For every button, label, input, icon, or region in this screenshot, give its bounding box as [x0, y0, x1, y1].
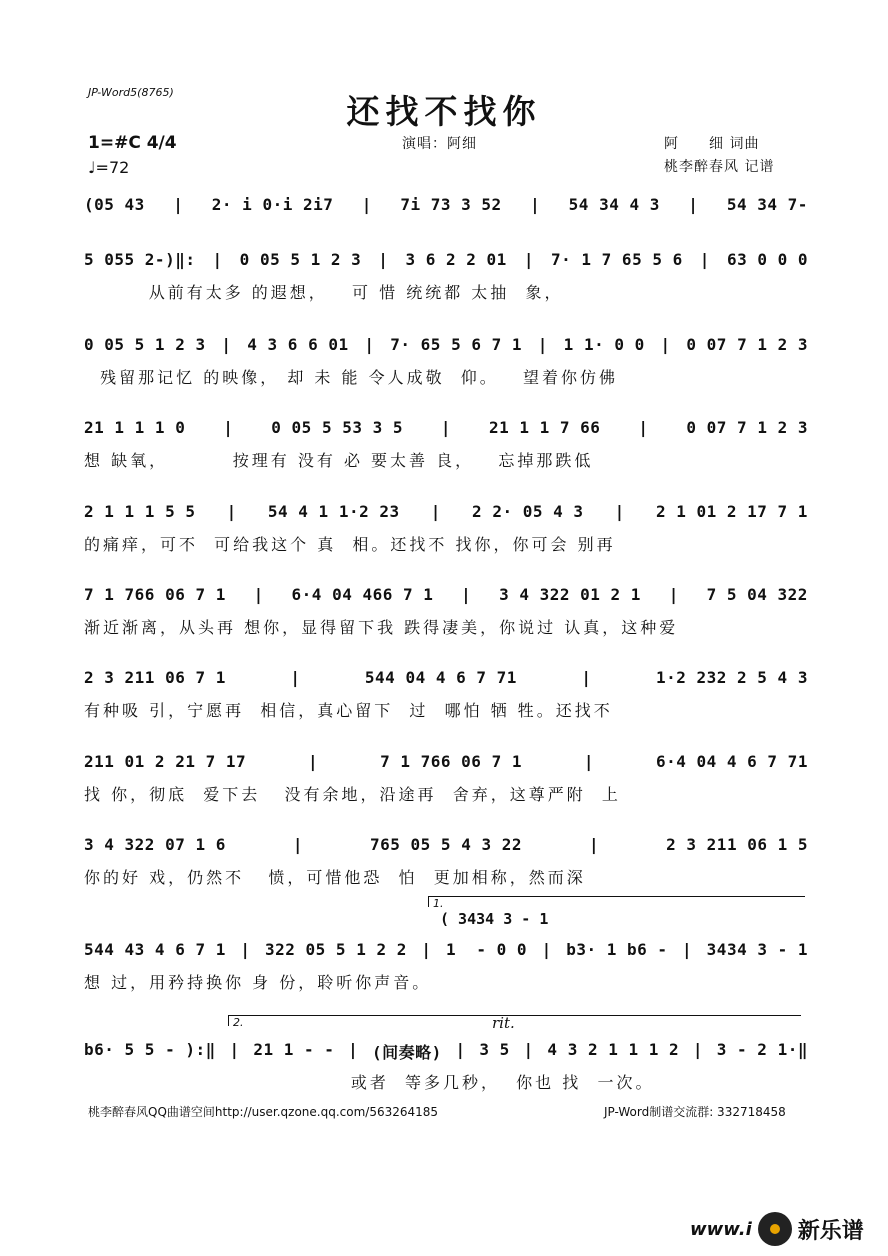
bar-line: |: [692, 1040, 704, 1059]
bar-line: |: [589, 835, 600, 854]
notation-row: [84, 668, 808, 687]
song-title: 还找不找你: [346, 92, 542, 131]
lyric-row: 残留那记忆 的映像， 却 未 能 令人成敬 仰。 望着你仿佛: [84, 368, 619, 387]
measure: 7 1 766 06 7 1: [84, 585, 226, 604]
lyric-row: 想 过，用矜持换你 身 份，聆听你声音。: [84, 973, 432, 992]
measure: (间奏略): [372, 1043, 442, 1062]
measure: 63 0 0 0: [726, 250, 808, 269]
footer-source: 桃李醉春风QQ曲谱空间http://user.qzone.qq.com/563264185: [88, 1105, 439, 1119]
measure: 0 05 5 53 3 5: [271, 418, 404, 437]
measure: 5 055 2-)‖:: [84, 250, 196, 269]
record-disc-icon: [758, 1212, 792, 1246]
bar-line: |: [461, 585, 472, 604]
measure: 3 6 2 2 01: [405, 250, 507, 269]
lyric-row: 有种吸 引，宁愿再 相信，真心留下 过 哪怕 牺 牲。还找不: [84, 701, 613, 720]
bar-line: |: [173, 195, 184, 214]
bar-line: |: [523, 250, 534, 269]
measure: 7· 1 7 65 5 6: [551, 250, 683, 269]
measure: 3 - 2 1·‖: [716, 1040, 808, 1059]
score-line: [84, 250, 808, 320]
bar-line: |: [221, 335, 232, 354]
measure: 765 05 5 4 3 22: [370, 835, 522, 854]
bar-line: |: [229, 1040, 240, 1059]
notation-row: [84, 418, 808, 437]
measure: 2 3 211 06 1 5: [666, 835, 808, 854]
measure: 2· i 0·i 2i7: [211, 195, 334, 214]
measure: 4 3 2 1 1 1 2: [547, 1040, 680, 1059]
tempo-marking: ♩=72: [88, 158, 130, 177]
measure: 3 4 322 01 2 1: [499, 585, 641, 604]
measure: 6·4 04 466 7 1: [291, 585, 434, 604]
lyric-row: 渐近渐离，从头再 想你，显得留下我 跌得凄美，你说过 认真，这种爱: [84, 618, 679, 637]
lyric-row: 的痛痒，可不 可给我这个 真 相。还找不 找你，你可会 别再: [84, 535, 616, 554]
measure: 2 3 211 06 7 1: [84, 668, 226, 687]
measure: 2 1 1 1 5 5: [84, 502, 196, 521]
measure: 1 1· 0 0: [563, 335, 645, 354]
bar-line: |: [660, 335, 671, 354]
lyric-row: 或者 等多几秒， 你也 找 一次。: [84, 1073, 655, 1092]
score-line: [84, 1040, 808, 1110]
measure: 54 4 1 1·2 23: [267, 502, 400, 521]
bar-line: |: [614, 502, 625, 521]
bar-line: |: [440, 418, 452, 437]
notation-row: [84, 1040, 808, 1063]
score-line: [84, 940, 808, 1010]
measure: 1·2 232 2 5 4 3: [655, 668, 808, 687]
measure: 544 43 4 6 7 1: [84, 940, 226, 959]
lyric-row: 找 你，彻底 爱下去 没有余地，沿途再 舍弃，这尊严附 上: [84, 785, 621, 804]
measure: 3 5: [479, 1040, 510, 1059]
bar-line: |: [364, 335, 375, 354]
notation-row: [84, 835, 808, 854]
bar-line: |: [253, 585, 264, 604]
bar-line: |: [290, 668, 301, 687]
measure: 2 1 01 2 17 7 1: [655, 502, 808, 521]
score-line: [84, 835, 808, 905]
notation-row: [84, 335, 808, 354]
measure: 3 4 322 07 1 6: [84, 835, 226, 854]
volta-1-label: 1.: [433, 897, 444, 910]
bar-line: |: [688, 195, 699, 214]
notation-row: [84, 195, 808, 214]
measure: 211 01 2 21 7 17: [84, 752, 247, 771]
bar-line: |: [541, 940, 552, 959]
measure: 54 34 4 3: [568, 195, 660, 214]
bar-line: |: [537, 335, 548, 354]
bar-line: |: [348, 1040, 359, 1059]
volta-1-bracket: [428, 896, 805, 910]
footer-group: JP-Word制谱交流群: 332718458: [604, 1105, 786, 1119]
volta-2-label: 2.: [233, 1016, 244, 1029]
singer-credit: 演唱：阿细: [402, 136, 477, 152]
notation-row: [84, 502, 808, 521]
bar-line: |: [212, 250, 223, 269]
score-line: [84, 335, 808, 405]
bar-line: |: [699, 250, 710, 269]
measure: 3434 3 - 1: [706, 940, 808, 959]
logo-name: 新乐谱: [797, 1218, 864, 1244]
measure: 21 1 1 1 0: [84, 418, 186, 437]
notation-row: [84, 752, 808, 771]
volta-1-notes: ( 3434 3 - 1: [440, 910, 549, 928]
measure: 4 3 6 6 01: [247, 335, 349, 354]
notation-row: [84, 250, 808, 269]
composer-credit: 阿 细 词曲: [664, 136, 760, 152]
logo-url: www.i: [690, 1218, 752, 1240]
measure: 0 07 7 1 2 3: [686, 418, 808, 437]
measure: (05 43: [84, 195, 145, 214]
measure: 54 34 7-: [726, 195, 808, 214]
bar-line: |: [226, 502, 237, 521]
bar-line: |: [292, 835, 303, 854]
bar-line: |: [581, 668, 592, 687]
bar-line: |: [583, 752, 595, 771]
lyric-row: 想 缺氧， 按理有 没有 必 要太善 良， 忘掉那跌低: [84, 451, 594, 470]
measure: 544 04 4 6 7 71: [364, 668, 517, 687]
bar-line: |: [530, 195, 541, 214]
measure: 7 5 04 322: [706, 585, 808, 604]
measure: b3· 1 b6 -: [566, 940, 668, 959]
measure: 7 1 766 06 7 1: [380, 752, 522, 771]
measure: b6· 5 5 - ):‖: [84, 1040, 216, 1059]
measure: 0 05 5 1 2 3: [239, 250, 362, 269]
bar-line: |: [430, 502, 441, 521]
bar-line: |: [223, 418, 234, 437]
score-line: [84, 752, 808, 822]
bar-line: |: [421, 940, 432, 959]
bar-line: |: [361, 195, 372, 214]
measure: 6·4 04 4 6 7 71: [655, 752, 808, 771]
bar-line: |: [378, 250, 389, 269]
measure: 0 07 7 1 2 3: [686, 335, 808, 354]
notation-row: [84, 585, 808, 604]
bar-line: |: [682, 940, 693, 959]
notation-row: [84, 940, 808, 959]
key-signature: 1=#C 4/4: [88, 133, 177, 153]
score-line: [84, 418, 808, 488]
measure: 21 1 1 7 66: [488, 418, 601, 437]
lyric-row: 从前有太多 的遐想， 可 惜 统统都 太抽 象，: [84, 283, 564, 302]
score-line: [84, 585, 808, 655]
measure: 7· 65 5 6 7 1: [390, 335, 522, 354]
bar-line: |: [523, 1040, 534, 1059]
software-version: JP-Word5(8765): [88, 86, 174, 99]
transcriber-credit: 桃李醉春风 记谱: [664, 159, 775, 175]
bar-line: |: [638, 418, 649, 437]
measure: 2 2· 05 4 3: [472, 502, 584, 521]
lyric-row: 你的好 戏，仍然不 愤，可惜他恐 怕 更加相称，然而深: [84, 868, 586, 887]
score-line: [84, 668, 808, 738]
measure: 21 1 - -: [253, 1040, 335, 1059]
measure: 7i 73 3 52: [400, 195, 502, 214]
measure: 1 - 0 0: [446, 940, 528, 959]
score-line: [84, 502, 808, 572]
bar-line: |: [455, 1040, 466, 1059]
bar-line: |: [308, 752, 319, 771]
site-logo: [690, 1212, 864, 1246]
measure: 322 05 5 1 2 2: [265, 940, 407, 959]
bar-line: |: [668, 585, 679, 604]
ritardando-marking: rit.: [492, 1014, 515, 1032]
measure: 0 05 5 1 2 3: [84, 335, 206, 354]
bar-line: |: [240, 940, 251, 959]
